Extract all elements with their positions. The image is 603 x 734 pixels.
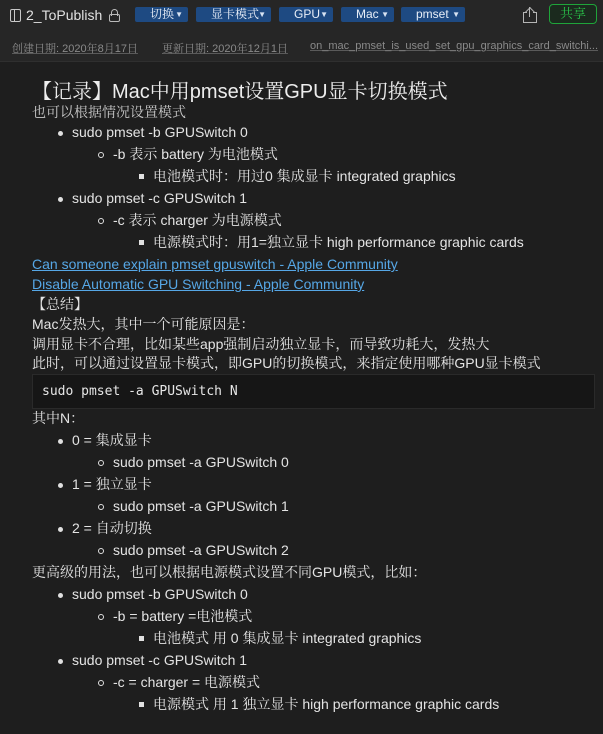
- list-item: sudo pmset -c GPUSwitch 1: [72, 190, 248, 206]
- list-item: sudo pmset -a GPUSwitch 2: [113, 542, 289, 558]
- list-item: sudo pmset -a GPUSwitch 1: [113, 498, 289, 514]
- bullet-circle-icon: [98, 460, 104, 466]
- bullet-circle-icon: [98, 504, 104, 510]
- section-heading: 【总结】: [32, 296, 88, 312]
- chevron-down-icon: ▼: [452, 10, 460, 19]
- list-item: -b 表示 battery 为电池模式: [113, 146, 278, 162]
- list-item: 1 = 独立显卡: [72, 476, 152, 492]
- paragraph: 调用显卡不合理，比如某些app强制启动独立显卡，而导致功耗大，发热大: [32, 336, 490, 352]
- tag-label: GPU: [294, 7, 321, 21]
- chevron-down-icon: ▼: [320, 10, 328, 19]
- bullet-circle-icon: [98, 680, 104, 686]
- bullet-square-icon: [139, 240, 144, 245]
- link-apple-community-pmset[interactable]: Can someone explain pmset gpuswitch - Apple Community: [32, 256, 398, 272]
- tag-label: pmset: [416, 7, 449, 21]
- code-text: sudo pmset -a GPUSwitch N: [42, 384, 238, 399]
- list-item: sudo pmset -c GPUSwitch 1: [72, 652, 248, 668]
- tag-label: 切换: [150, 7, 175, 21]
- toolbar: [0, 0, 603, 30]
- bullet-square-icon: [139, 174, 144, 179]
- list-item: 电源模式时：用1=独立显卡 high performance graphic cards: [153, 234, 524, 250]
- updated-date[interactable]: 更新日期: 2020年12月1日: [162, 43, 288, 55]
- list-item: 0 = 集成显卡: [72, 432, 152, 448]
- list-item: sudo pmset -b GPUSwitch 0: [72, 586, 248, 602]
- note-meta-row: [0, 30, 603, 62]
- paragraph: Mac发热大，其中一个可能原因是：: [32, 316, 255, 332]
- bullet-square-icon: [139, 636, 144, 641]
- share-icon[interactable]: [522, 6, 538, 23]
- bullet-disc-icon: [58, 483, 63, 488]
- link-disable-gpu-switching[interactable]: Disable Automatic GPU Switching - Apple Community: [32, 276, 365, 292]
- chevron-down-icon: ▼: [258, 10, 266, 19]
- tag-pmset[interactable]: [401, 7, 465, 22]
- list-item: sudo pmset -b GPUSwitch 0: [72, 124, 248, 140]
- lock-icon[interactable]: [109, 9, 120, 22]
- paragraph: 此时，可以通过设置显卡模式，即GPU的切换模式，来指定使用哪种GPU显卡模式: [32, 355, 541, 371]
- created-date[interactable]: 创建日期: 2020年8月17日: [12, 43, 138, 55]
- bullet-disc-icon: [58, 131, 63, 136]
- notebook-icon: [10, 9, 21, 22]
- chevron-down-icon: ▼: [381, 10, 389, 19]
- bullet-circle-icon: [98, 218, 104, 224]
- bullet-circle-icon: [98, 548, 104, 554]
- notebook-name: 2_ToPublish: [26, 7, 103, 23]
- tag-label: 显卡模式: [211, 7, 260, 21]
- bullet-disc-icon: [58, 439, 63, 444]
- paragraph: 其中N：: [32, 410, 85, 426]
- share-button[interactable]: 共享: [549, 4, 597, 24]
- list-item: -c = charger = 电源模式: [113, 674, 261, 690]
- clipped-text: 也可以根据情况设置模式: [32, 104, 186, 120]
- code-block[interactable]: [32, 374, 595, 409]
- bullet-disc-icon: [58, 659, 63, 664]
- bullet-circle-icon: [98, 614, 104, 620]
- list-item: -b = battery =电池模式: [113, 608, 253, 624]
- list-item: 2 = 自动切换: [72, 520, 152, 536]
- list-item: 电源模式 用 1 独立显卡 high performance graphic cards: [153, 696, 500, 712]
- bullet-square-icon: [139, 702, 144, 707]
- list-item: 电池模式时：用过0 集成显卡 integrated graphics: [153, 168, 456, 184]
- document-title-area[interactable]: [10, 7, 102, 23]
- bullet-circle-icon: [98, 152, 104, 158]
- tag-切换[interactable]: [135, 7, 188, 22]
- note-body[interactable]: [0, 62, 603, 734]
- page-title: 【记录】Mac中用pmset设置GPU显卡切换模式: [32, 81, 448, 103]
- tag-mac[interactable]: [341, 7, 394, 22]
- chevron-down-icon: ▼: [175, 10, 183, 19]
- tag-显卡模式[interactable]: [196, 7, 271, 22]
- source-url[interactable]: on_mac_pmset_is_used_set_gpu_graphics_card_switchi...: [310, 40, 599, 52]
- tag-gpu[interactable]: [279, 7, 333, 22]
- tag-label: Mac: [356, 7, 379, 21]
- list-item: 电池模式 用 0 集成显卡 integrated graphics: [153, 630, 422, 646]
- list-item: -c 表示 charger 为电源模式: [113, 212, 282, 228]
- bullet-disc-icon: [58, 593, 63, 598]
- paragraph: 更高级的用法，也可以根据电源模式设置不同GPU模式，比如：: [32, 564, 427, 580]
- bullet-disc-icon: [58, 197, 63, 202]
- bullet-disc-icon: [58, 527, 63, 532]
- list-item: sudo pmset -a GPUSwitch 0: [113, 454, 289, 470]
